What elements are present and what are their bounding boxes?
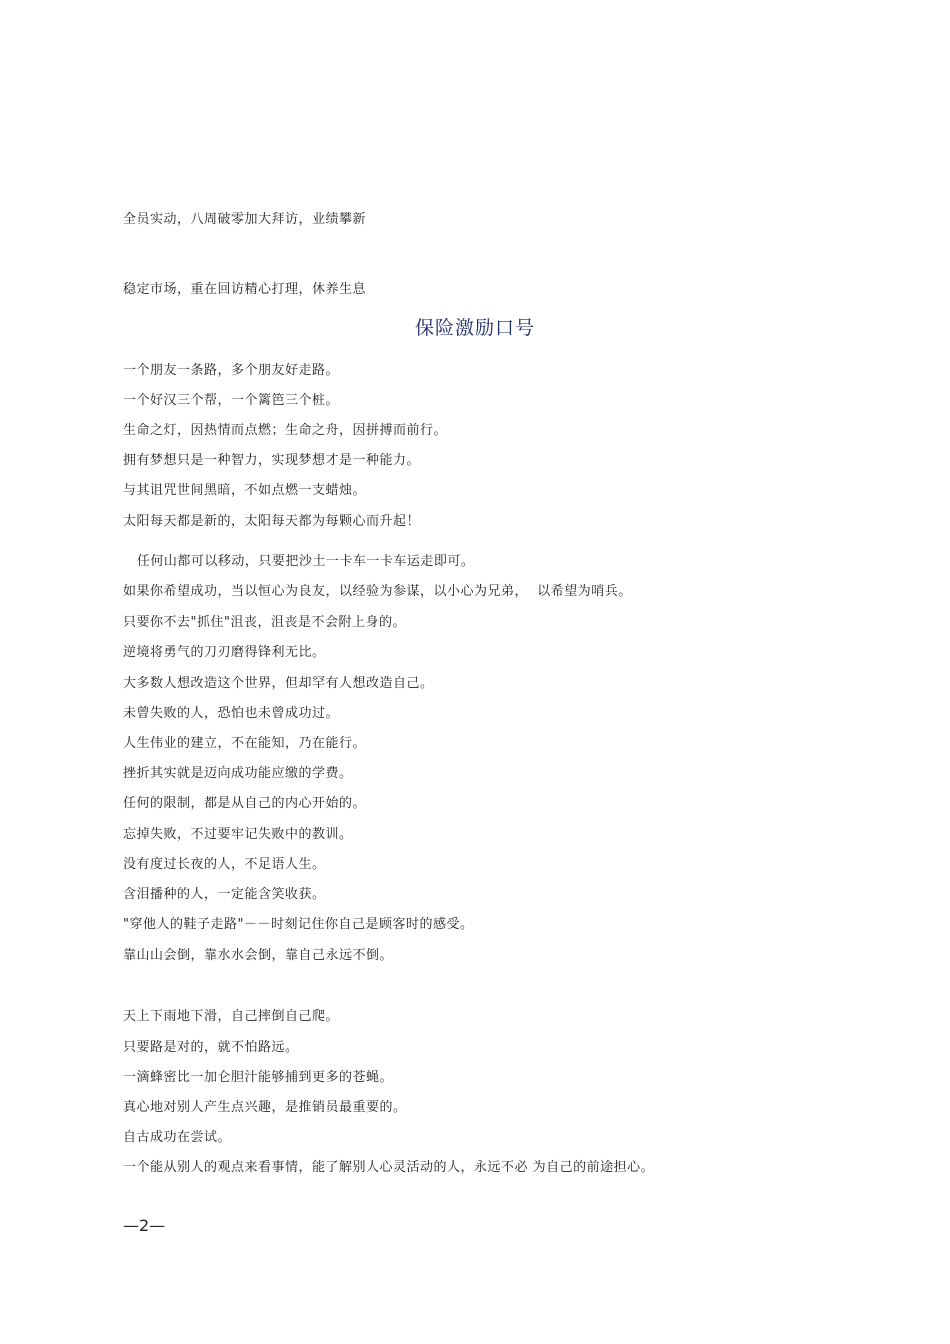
slogan-line: 一个朋友一条路，多个朋友好走路。 xyxy=(123,363,340,378)
slogan-line: 未曾失败的人，恐怕也未曾成功过。 xyxy=(123,706,340,721)
slogan-line: 靠山山会倒，靠水水会倒，靠自己永远不倒。 xyxy=(123,948,394,963)
slogan-line: 没有度过长夜的人，不足语人生。 xyxy=(123,857,326,872)
slogan-line: 人生伟业的建立，不在能知，乃在能行。 xyxy=(123,736,367,751)
slogan-line: 任何山都可以移动，只要把沙土一卡车一卡车运走即可。 xyxy=(123,554,475,569)
slogan-line: 挫折其实就是迈向成功能应缴的学费。 xyxy=(123,766,353,781)
slogan-line: 拥有梦想只是一种智力，实现梦想才是一种能力。 xyxy=(123,453,421,468)
slogan-line: 自古成功在尝试。 xyxy=(123,1130,232,1145)
slogan-line: 一个能从别人的观点来看事情，能了解别人心灵活动的人，永远不必 为自己的前途担心。 xyxy=(123,1160,655,1175)
intro-line: 稳定市场，重在回访精心打理，休养生息 xyxy=(123,282,367,297)
slogan-line: 如果你希望成功，当以恒心为良友，以经验为参谋，以小心为兄弟， 以希望为哨兵。 xyxy=(123,584,632,599)
slogan-line: 生命之灯，因热情而点燃；生命之舟，因拼搏而前行。 xyxy=(123,423,448,438)
slogan-line: 只要你不去"抓住"沮丧，沮丧是不会附上身的。 xyxy=(123,615,406,630)
slogan-line: 逆境将勇气的刀刃磨得锋利无比。 xyxy=(123,645,326,660)
slogan-line: 与其诅咒世间黑暗，不如点燃一支蜡烛。 xyxy=(123,483,367,498)
page-number: —2— xyxy=(123,1216,166,1235)
slogan-line: 一滴蜂密比一加仑胆汁能够捕到更多的苍蝇。 xyxy=(123,1070,394,1085)
slogan-line: 含泪播种的人，一定能含笑收获。 xyxy=(123,887,326,902)
slogan-line: 大多数人想改造这个世界，但却罕有人想改造自己。 xyxy=(123,676,434,691)
slogan-line: 任何的限制，都是从自己的内心开始的。 xyxy=(123,796,367,811)
slogan-line: 太阳每天都是新的，太阳每天都为每颗心而升起！ xyxy=(123,514,421,529)
slogan-line: 只要路是对的，就不怕路远。 xyxy=(123,1040,299,1055)
slogan-line: "穿他人的鞋子走路"－－时刻记住你自己是顾客时的感受。 xyxy=(123,917,474,932)
document-title: 保险激励口号 xyxy=(414,317,535,339)
slogan-line: 天上下雨地下滑，自己摔倒自己爬。 xyxy=(123,1009,340,1024)
slogan-line: 一个好汉三个帮，一个篱笆三个桩。 xyxy=(123,393,340,408)
slogan-line: 真心地对别人产生点兴趣，是推销员最重要的。 xyxy=(123,1100,407,1115)
slogan-line: 忘掉失败，不过要牢记失败中的教训。 xyxy=(123,827,353,842)
intro-line: 全员实动，八周破零加大拜访，业绩攀新 xyxy=(123,212,367,227)
